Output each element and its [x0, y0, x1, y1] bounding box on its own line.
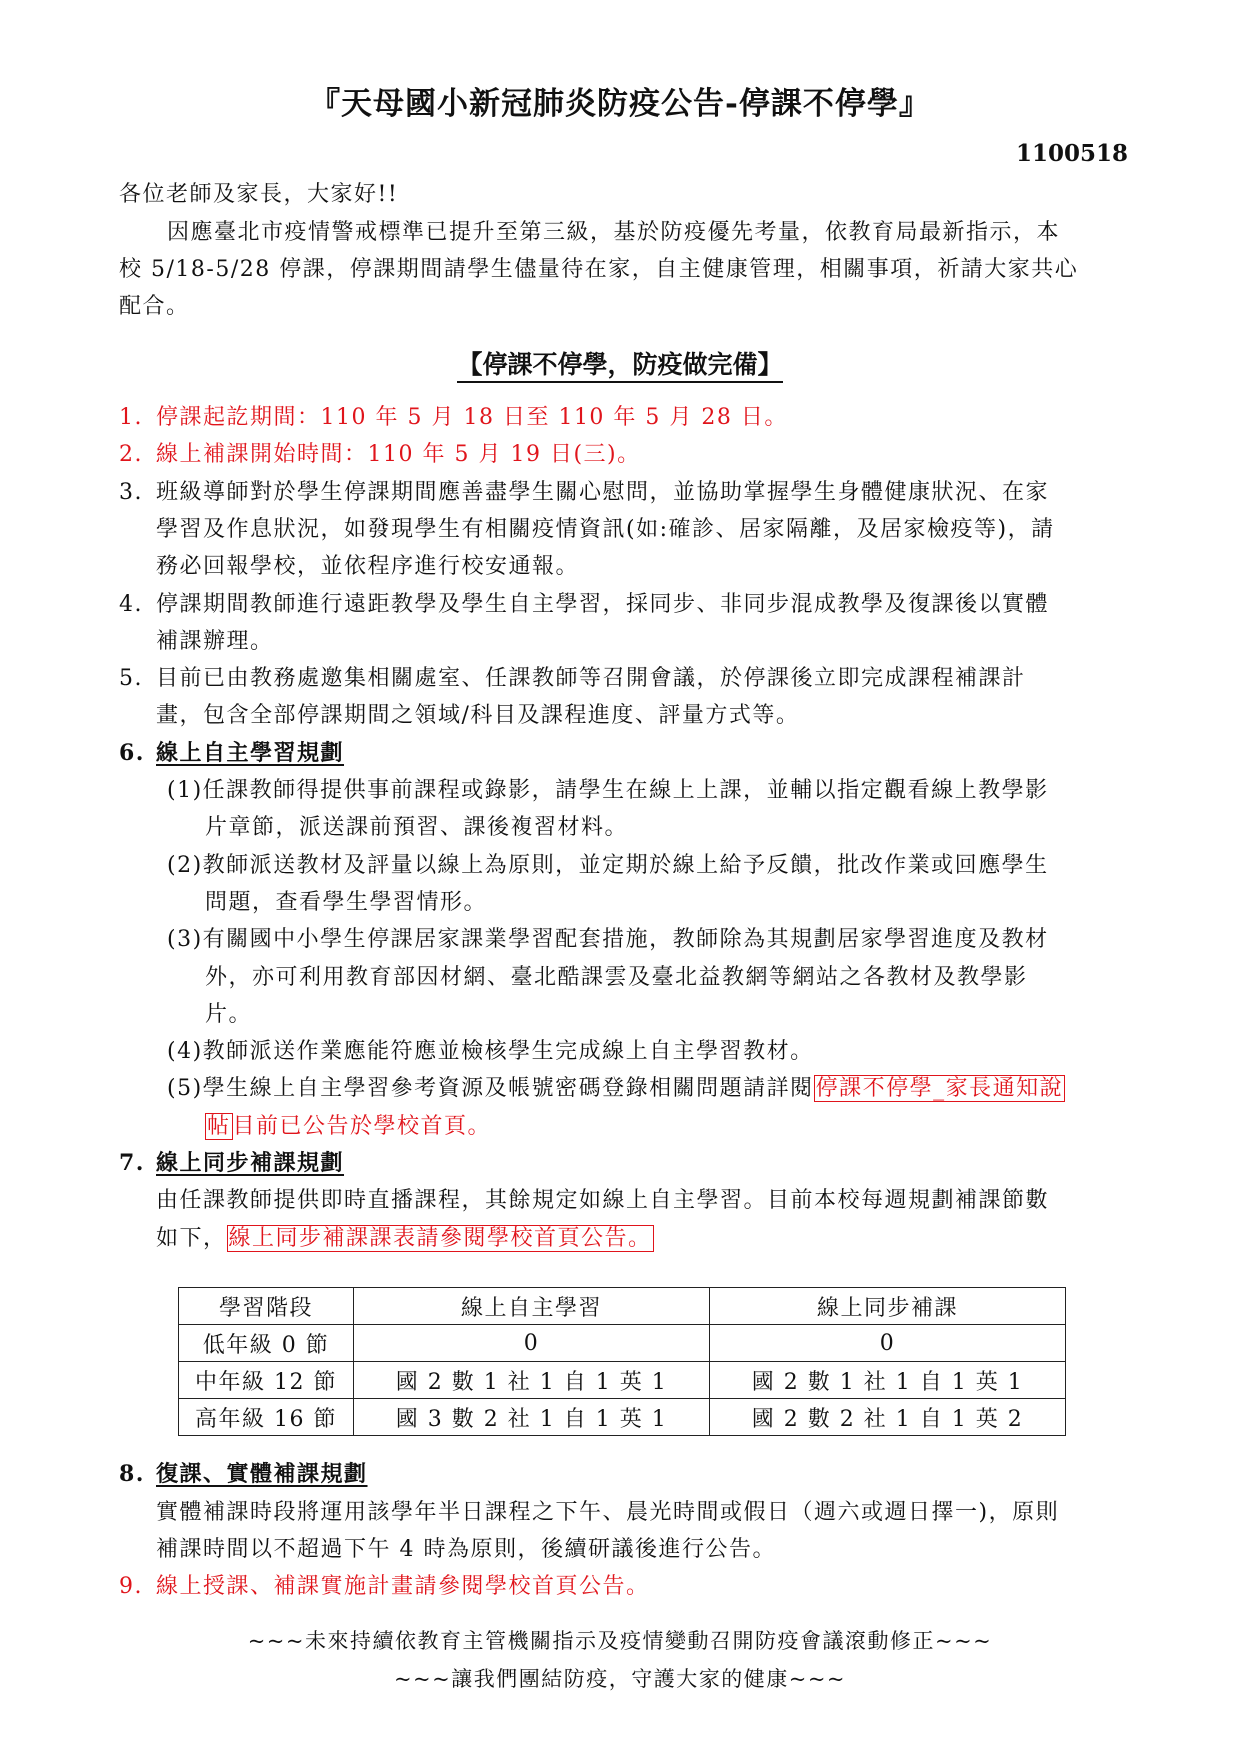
list-item-5: 5. 目前已由教務處邀集相關處室、任課教師等召開會議，於停課後立即完成課程補課計	[119, 666, 1026, 691]
footer-line: ~~~未來持續依教育主管機關指示及疫情變動召開防疫會議滾動修正~~~	[247, 1629, 993, 1653]
list-item-3-cont: 務必回報學校，並依程序進行校安通報。	[156, 554, 580, 579]
schedule-link[interactable]: 線上同步補課課表請參閱學校首頁公告。	[228, 1226, 652, 1251]
document-title: 『天母國小新冠肺炎防疫公告-停課不停學』	[309, 86, 931, 122]
greeting: 各位老師及家長，大家好!!	[119, 182, 399, 207]
sub-item-cont: 片章節，派送課前預習、課後複習材料。	[205, 815, 629, 840]
sub-item: (5)學生線上自主學習參考資源及帳號密碼登錄相關問題請詳閱停課不停學_家長通知說	[167, 1076, 1064, 1101]
parent-notice-link[interactable]: 停課不停學_家長通知說	[815, 1076, 1064, 1101]
list-item-1: 1. 停課起訖期間：110 年 5 月 18 日至 110 年 5 月 28 日。	[119, 405, 788, 430]
intro-line: 因應臺北市疫情警戒標準已提升至第三級，基於防疫優先考量，依教育局最新指示，本	[167, 220, 1061, 245]
sub-item: (1)任課教師得提供事前課程或錄影，請學生在線上上課，並輔以指定觀看線上教學影	[167, 778, 1049, 803]
list-item-2: 2. 線上補課開始時間：110 年 5 月 19 日(三)。	[119, 442, 641, 467]
table-cell: 國 2 數 1 社 1 自 1 英 1	[710, 1362, 1066, 1399]
parent-notice-link-cont[interactable]: 帖	[207, 1114, 231, 1139]
list-item-7-text: 由任課教師提供即時直播課程，其餘規定如線上自主學習。目前本校每週規劃補課節數	[156, 1188, 1050, 1213]
table-header-row	[179, 1288, 1066, 1325]
table-cell: 國 2 數 1 社 1 自 1 英 1	[354, 1362, 710, 1399]
table-cell: 國 3 數 2 社 1 自 1 英 1	[354, 1399, 710, 1436]
list-item-9: 9. 線上授課、補課實施計畫請參閱學校首頁公告。	[119, 1574, 650, 1599]
table-row	[179, 1362, 1066, 1399]
list-item-7-text: 如下，線上同步補課課表請參閱學校首頁公告。	[156, 1226, 652, 1251]
table-cell: 國 2 數 2 社 1 自 1 英 2	[710, 1399, 1066, 1436]
list-item-3-cont: 學習及作息狀況，如發現學生有相關疫情資訊(如:確診、居家隔離，及居家檢疫等)，請	[156, 517, 1055, 542]
intro-line: 配合。	[119, 294, 190, 319]
list-item-7-heading: 7. 線上同步補課規劃	[119, 1150, 345, 1176]
footer-line: ~~~讓我們團結防疫，守護大家的健康~~~	[393, 1667, 847, 1691]
table-header: 學習階段	[179, 1288, 354, 1325]
sub-item: (4)教師派送作業應能符應並檢核學生完成線上自主學習教材。	[167, 1039, 814, 1064]
sub-item-cont: 外，亦可利用教育部因材網、臺北酷課雲及臺北益教網等網站之各教材及教學影	[205, 965, 1028, 990]
table-cell: 中年級 12 節	[179, 1362, 354, 1399]
table-row	[179, 1325, 1066, 1362]
list-item-4: 4. 停課期間教師進行遠距教學及學生自主學習，採同步、非同步混成教學及復課後以實體	[119, 592, 1050, 617]
table-cell: 0	[710, 1325, 1066, 1362]
intro-line: 校 5/18-5/28 停課，停課期間請學生儘量待在家，自主健康管理，相關事項，祈請大家共心	[119, 257, 1079, 282]
list-item-8-text: 補課時間以不超過下午 4 時為原則，後續研議後進行公告。	[156, 1537, 776, 1562]
sub-item: (3)有關國中小學生停課居家課業學習配套措施，教師除為其規劃居家學習進度及教材	[167, 927, 1049, 952]
list-item-3: 3. 班級導師對於學生停課期間應善盡學生關心慰問，並協助掌握學生身體健康狀況、在家	[119, 480, 1050, 505]
sub-item-cont: 片。	[205, 1002, 253, 1027]
list-item-5-cont: 畫，包含全部停課期間之領域/科目及課程進度、評量方式等。	[156, 703, 800, 728]
table-header: 線上同步補課	[710, 1288, 1066, 1325]
list-item-8-heading: 8. 復課、實體補課規劃	[119, 1461, 368, 1487]
list-item-4-cont: 補課辦理。	[156, 629, 274, 654]
table-cell: 高年級 16 節	[179, 1399, 354, 1436]
schedule-table	[178, 1287, 1066, 1436]
sub-item-cont: 問題，查看學生學習情形。	[205, 890, 488, 915]
document-date: 1100518	[1015, 140, 1128, 167]
section-heading: 【停課不停學，防疫做完備】	[0, 345, 1240, 381]
table-header: 線上自主學習	[354, 1288, 710, 1325]
table-cell: 0	[354, 1325, 710, 1362]
sub-item-cont: 帖目前已公告於學校首頁。	[207, 1114, 492, 1139]
table-cell: 低年級 0 節	[179, 1325, 354, 1362]
sub-item: (2)教師派送教材及評量以線上為原則，並定期於線上給予反饋，批改作業或回應學生	[167, 853, 1049, 878]
table-row	[179, 1399, 1066, 1436]
list-item-8-text: 實體補課時段將運用該學年半日課程之下午、晨光時間或假日（週六或週日擇一)，原則	[156, 1500, 1060, 1525]
list-item-6-heading: 6. 線上自主學習規劃	[119, 740, 345, 766]
